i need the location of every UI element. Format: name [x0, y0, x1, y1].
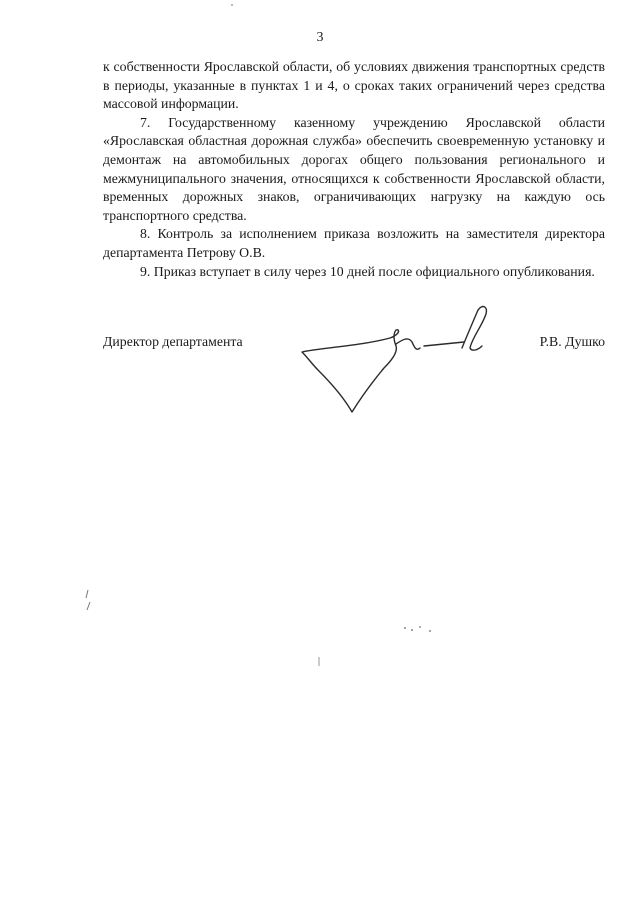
- scan-speck-mark: [316, 656, 322, 668]
- paragraph-item-7: 7. Государственному казенному учреждению Ярославской области «Ярославская областная дорожная служба» обеспечить своевременную установку и демонтаж на автомобильных дорогах общего пользования регионального и межмуниципального значения, относящихся к собственности Ярославской области, временных дорожных знаков, ограничивающих нагрузку на каждую ось транспортного средства.: [103, 114, 605, 223]
- scan-speck-mark: [82, 588, 96, 612]
- document-body: [103, 58, 605, 281]
- scan-speck-mark: [402, 622, 438, 636]
- paragraph-item-9: 9. Приказ вступает в силу через 10 дней после официального опубликования.: [140, 263, 595, 279]
- signatory-title: Директор департамента: [103, 334, 243, 349]
- page-number: 3: [316, 30, 324, 45]
- paragraph-item-8: 8. Контроль за исполнением приказа возложить на заместителя директора департамента Петрову О.В.: [103, 226, 605, 260]
- signatory-name: Р.В. Душко: [539, 334, 605, 349]
- handwritten-signature: [300, 300, 500, 430]
- scan-speck-mark: [228, 2, 236, 8]
- paragraph-continuation: к собственности Ярославской области, об условиях движения транспортных средств в периоды, указанные в пунктах 1 и 4, о сроках таких ограничений через средства массовой информации.: [103, 59, 605, 112]
